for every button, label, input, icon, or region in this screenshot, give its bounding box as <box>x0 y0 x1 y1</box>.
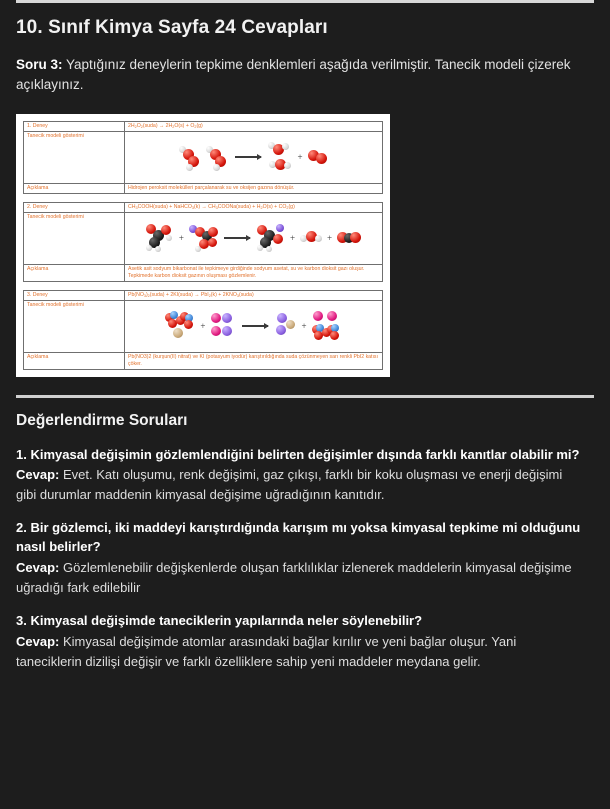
reaction-arrow-icon <box>235 156 261 158</box>
answer-block-1 <box>16 465 582 504</box>
molecule-h2o-pair <box>268 142 292 172</box>
question-text-1: 1. Kimyasal değişimin gözlemlendiğini belirten değişimler dışında farklı kanıtlar olabilir mi? <box>16 446 580 462</box>
model-label-1: Tanecik modeli gösterimi <box>24 131 125 183</box>
explanation-text-2: Asetik asit sodyum bikarbonat ile tepkimeye girdiğinde sodyum asetat, su ve karbon dioksit gazı oluşur. Tepkimede karbon dioksit gazının oluşması gözlemlenir. <box>125 264 383 281</box>
table-row <box>24 202 383 212</box>
answer-block-2 <box>16 558 582 597</box>
table-row <box>24 131 383 183</box>
plus-operator: + <box>200 321 206 332</box>
molecule-water <box>300 230 322 246</box>
molecule-potassium-iodide <box>211 313 235 339</box>
experiment-name-1: 1. Deney <box>24 121 125 131</box>
answer-block-3 <box>16 632 582 671</box>
table-row <box>24 121 383 131</box>
question-intro-label: Soru 3: <box>16 57 63 72</box>
molecule-carbon-dioxide <box>337 231 361 245</box>
molecule-o2 <box>308 149 328 165</box>
reaction-arrow-icon <box>224 237 250 239</box>
top-divider <box>16 0 594 3</box>
molecule-diagram-3 <box>125 300 383 352</box>
molecule-diagram-2 <box>125 212 383 264</box>
experiment-table-3 <box>23 290 383 370</box>
experiment-equation-2: $CH_3COOH(suda)$ + NaHCO$_3$(k) → $CH_3COONa(suda) + H_2O(s) + CO_2(g)$ <box>125 202 383 212</box>
molecule-lead-iodide <box>275 313 297 339</box>
explanation-label-2: Açıklama <box>24 264 125 281</box>
qa-item-1 <box>16 446 582 505</box>
experiment-name-2: 2. Deney <box>24 202 125 212</box>
reaction-arrow-icon <box>242 325 268 327</box>
explanation-text-1: Hidrojen peroksit molekülleri parçalanarak su ve oksijen gazına dönüşür. <box>125 183 383 193</box>
experiment-equation-1: $2H_2O_2(suda) \to 2H_2O(s) + O_2(g)$ <box>125 121 383 131</box>
table-row <box>24 212 383 264</box>
model-label-3: Tanecik modeli gösterimi <box>24 300 125 352</box>
section-divider <box>16 395 594 398</box>
answer-text-3: Kimyasal değişimde atomlar arasındaki bağlar kırılır ve yeni bağlar oluşur. Yani taneciklerin dizilişi değişir ve farklı özelliklere sahip yeni maddeler meydana gelir. <box>16 634 517 669</box>
evaluation-section-title: Değerlendirme Soruları <box>16 411 188 429</box>
plus-operator: + <box>327 232 333 243</box>
table-row <box>24 352 383 369</box>
table-row <box>24 290 383 300</box>
experiment-name-3: 3. Deney <box>24 290 125 300</box>
page-title: 10. Sınıf Kimya Sayfa 24 Cevapları <box>16 17 328 38</box>
experiment-table-1 <box>23 121 383 194</box>
experiment-table-2 <box>23 202 383 282</box>
worksheet-image <box>16 114 390 377</box>
question-intro <box>16 55 576 96</box>
molecule-lead-nitrate <box>165 311 195 341</box>
question-text-2: 2. Bir gözlemci, iki maddeyi karıştırdığında karışım mı yoksa kimyasal tepkime mi olduğunu nasıl belirler? <box>16 520 581 555</box>
plus-operator: + <box>289 232 296 243</box>
molecule-sodium-bicarbonate <box>189 224 217 252</box>
molecule-diagram-1 <box>125 131 383 183</box>
experiment-equation-3: $Pb(NO_3)_2(suda)$ + 2KI(suda) → $PbI_2(k) + 2KNO_3(suda)$ <box>125 290 383 300</box>
answer-text-2: Gözlemlenebilir değişkenlerde oluşan farklılıklar izlenerek maddelerin kimyasal değişime uğradığı fark edilebilir <box>16 560 572 595</box>
answer-label-2: Cevap: <box>16 560 60 576</box>
plus-operator: + <box>178 232 184 243</box>
molecule-h2o2 <box>206 144 228 170</box>
question-text-3: 3. Kimyasal değişimde taneciklerin yapılarında neler söylenebilir? <box>16 613 423 629</box>
answer-label-3: Cevap: <box>16 634 60 649</box>
table-row <box>24 264 383 281</box>
plus-operator: + <box>301 321 307 332</box>
plus-operator: + <box>297 151 303 162</box>
table-row <box>24 183 383 193</box>
table-row <box>24 300 383 352</box>
question-intro-text: Yaptığınız deneylerin tepkime denklemleri aşağıda verilmiştir. Tanecik modeli çizerek açıklayınız. <box>16 57 571 93</box>
qa-item-2 <box>16 519 582 597</box>
molecule-sodium-acetate <box>257 224 285 252</box>
explanation-text-3: Pb(NO3)2 (kurşun(II) nitrat) ve KI (potasyum iyodür) karıştırıldığında suda çözünmeyen sarı renkli PbI2 katısı çöker. <box>125 352 383 369</box>
answer-label-1: Cevap: <box>16 467 60 483</box>
molecule-h2o2 <box>179 144 201 170</box>
explanation-label-1: Açıklama <box>24 183 125 193</box>
explanation-label-3: Açıklama <box>24 352 125 369</box>
molecule-potassium-nitrate <box>312 311 342 341</box>
model-label-2: Tanecik modeli gösterimi <box>24 212 125 264</box>
qa-item-3 <box>16 612 582 671</box>
answer-text-1: Evet. Katı oluşumu, renk değişimi, gaz çıkışı, farklı bir koku oluşması ve enerji değişimi gibi durumlar maddenin kimyasal değişime uğradığının kanıtıdır. <box>16 467 563 502</box>
molecule-acetic-acid <box>146 224 174 252</box>
